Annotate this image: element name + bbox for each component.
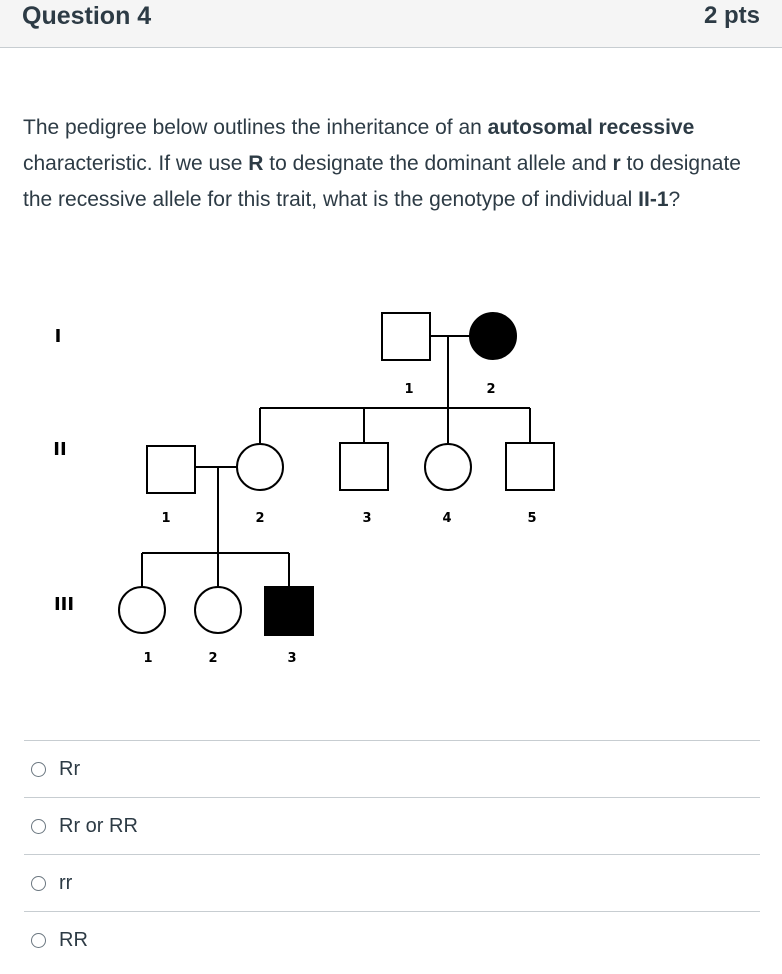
answer-option[interactable] <box>24 911 760 968</box>
radio-button[interactable] <box>31 876 46 891</box>
individual-III-1-female <box>119 587 165 633</box>
individual-II-5-male <box>506 443 554 490</box>
question-text-part: ? <box>668 188 681 211</box>
individual-III-2-female <box>195 587 241 633</box>
question-text-part: to designate the dominant allele and <box>263 152 613 175</box>
radio-button[interactable] <box>31 762 46 777</box>
answer-option[interactable] <box>24 740 760 797</box>
individual-III-3-male-affected <box>265 587 313 635</box>
question-points: 2 pts <box>703 2 760 29</box>
radio-button[interactable] <box>31 933 46 948</box>
question-header <box>0 0 782 48</box>
question-text-bold: II-1 <box>638 188 669 211</box>
individual-II-3-male <box>340 443 388 490</box>
individual-I-2-female-affected <box>470 313 516 359</box>
question-text-part: characteristic. If we use <box>23 152 249 175</box>
individual-label: 1 <box>404 382 414 397</box>
generation-label-I: I <box>54 326 62 347</box>
individual-label: 1 <box>161 511 171 526</box>
answer-option[interactable] <box>24 854 760 911</box>
individual-label: 3 <box>287 651 297 666</box>
individual-II-4-female <box>425 444 471 490</box>
individual-II-2-female <box>237 444 283 490</box>
answer-label: RR <box>59 928 88 951</box>
individual-label: 1 <box>143 651 153 666</box>
generation-label-II: II <box>53 439 67 460</box>
answer-label: Rr or RR <box>59 814 138 837</box>
individual-II-1-male <box>147 446 195 493</box>
individual-label: 2 <box>208 651 218 666</box>
question-text <box>23 110 763 218</box>
question-text-part: to designate the recessive allele for this trait, what is the genotype of individual <box>23 152 741 211</box>
answer-option[interactable] <box>24 797 760 854</box>
individual-label: 2 <box>255 511 265 526</box>
generation-label-III: III <box>53 594 75 615</box>
question-text-part: The pedigree below outlines the inheritance of an <box>23 116 488 139</box>
answer-list <box>24 740 760 968</box>
question-text-bold: R <box>248 152 264 175</box>
individual-label: 4 <box>442 511 452 526</box>
individual-label: 5 <box>527 511 537 526</box>
individual-I-1-male <box>382 313 430 360</box>
individual-label: 3 <box>362 511 372 526</box>
answer-label: Rr <box>59 757 81 780</box>
pedigree-diagram <box>0 290 782 690</box>
individual-label: 2 <box>486 382 496 397</box>
radio-button[interactable] <box>31 819 46 834</box>
question-title: Question 4 <box>22 2 152 30</box>
answer-label: rr <box>59 871 73 894</box>
question-text-bold: r <box>612 152 621 175</box>
question-text-bold: autosomal recessive <box>487 116 695 139</box>
